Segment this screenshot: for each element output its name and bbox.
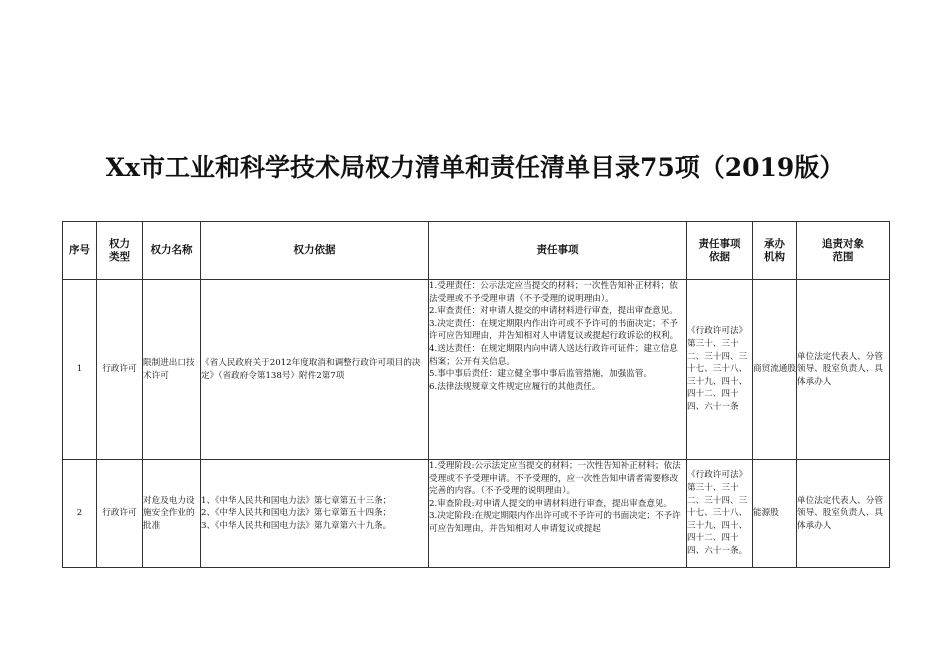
cell-duty-basis: 《行政许可法》第三十、三十二、三十四、三十七、三十八、三十九、四十、四十二、四十四、六十一条。 xyxy=(687,460,753,568)
duty-item: 5.事中事后责任：建立健全事中事后监管措施，加强监管。 xyxy=(429,369,653,380)
header-organization: 承办 机构 xyxy=(753,222,797,280)
cell-power-name: 限制进出口技术许可 xyxy=(143,280,201,460)
cell-seq: 2 xyxy=(63,460,97,568)
header-power-name: 权力名称 xyxy=(143,222,201,280)
header-duty-basis: 责任事项 依据 xyxy=(687,222,753,280)
duty-item: 2.审查责任：对申请人提交的申请材料进行审查，提出审查意见。 xyxy=(429,306,678,317)
cell-duties xyxy=(429,460,687,568)
cell-accountability-target: 单位法定代表人、分管领导、股室负责人、具体承办人 xyxy=(797,460,890,568)
header-accountability-target: 追责对象 范围 xyxy=(797,222,890,280)
duty-item: 3.决定责任：在规定期限内作出许可或不予许可的书面决定；不予许可应告知理由，并告知相对人申请复议或提起行政诉讼的权利。 xyxy=(429,318,679,342)
duty-item: 4.送达责任：在规定期限内向申请人送达行政许可证件；建立信息档案；公开有关信息。 xyxy=(429,343,678,367)
cell-seq: 1 xyxy=(63,280,97,460)
cell-duty-basis: 《行政许可法》第三十、三十二、三十四、三十七、三十八、三十九、四十、四十二、四十四、六十一条 xyxy=(687,280,753,460)
basis-item: 3、《中华人民共和国电力法》第九章第六十九条。 xyxy=(201,520,392,531)
cell-accountability-target: 单位法定代表人、分管领导、股室负责人、具体承办人 xyxy=(797,280,890,460)
header-power-basis: 权力依据 xyxy=(201,222,429,280)
document-title: Xx市工业和科学技术局权力清单和责任清单目录75项（2019版） xyxy=(105,153,845,182)
basis-item: 2、《中华人民共和国电力法》第七章第五十四条； xyxy=(201,508,392,519)
cell-power-type: 行政许可 xyxy=(97,280,143,460)
table-header-row xyxy=(63,222,890,280)
responsibility-list-table xyxy=(62,221,890,568)
basis-item: 1、《中华人民共和国电力法》第七章第五十三条； xyxy=(201,495,392,506)
cell-power-type: 行政许可 xyxy=(97,460,143,568)
cell-power-name: 对危及电力设施安全作业的批准 xyxy=(143,460,201,568)
duty-item: 3.决定阶段:在规定期限内作出许可或不予许可的书面决定；不予许可应告知理由，并告知相对人申请复议或提起 xyxy=(429,511,681,534)
cell-duties xyxy=(429,280,687,460)
cell-organization: 商贸流通股 xyxy=(753,280,797,460)
table-row xyxy=(63,460,890,568)
header-duties: 责任事项 xyxy=(429,222,687,280)
duty-item: 6.法律法规规章文件规定应履行的其他责任。 xyxy=(429,381,601,392)
header-power-type: 权力 类型 xyxy=(97,222,143,280)
cell-organization: 能源股 xyxy=(753,460,797,568)
table-row xyxy=(63,280,890,460)
duty-item: 2.审查阶段:对申请人提交的申请材料进行审查，提出审查意见。 xyxy=(429,498,673,509)
duty-item: 1.受理责任：公示法定应当提交的材料；一次性告知补正材料；依法受理或不予受理申请（不予受理的说明理由）。 xyxy=(429,281,678,304)
header-seq: 序号 xyxy=(63,222,97,280)
duty-item: 1.受理阶段:公示法定应当提交的材料；一次性告知补正材料；依法受理或不予受理申请。不予受理的，应一次性告知申请者需要修改完善的内容。（不予受理的说明理由）。 xyxy=(429,461,681,497)
cell-power-basis xyxy=(201,460,429,568)
cell-power-basis: 《省人民政府关于2012年度取消和调整行政许可项目的决定》（省政府令第138号）附件2第7项 xyxy=(201,280,429,460)
